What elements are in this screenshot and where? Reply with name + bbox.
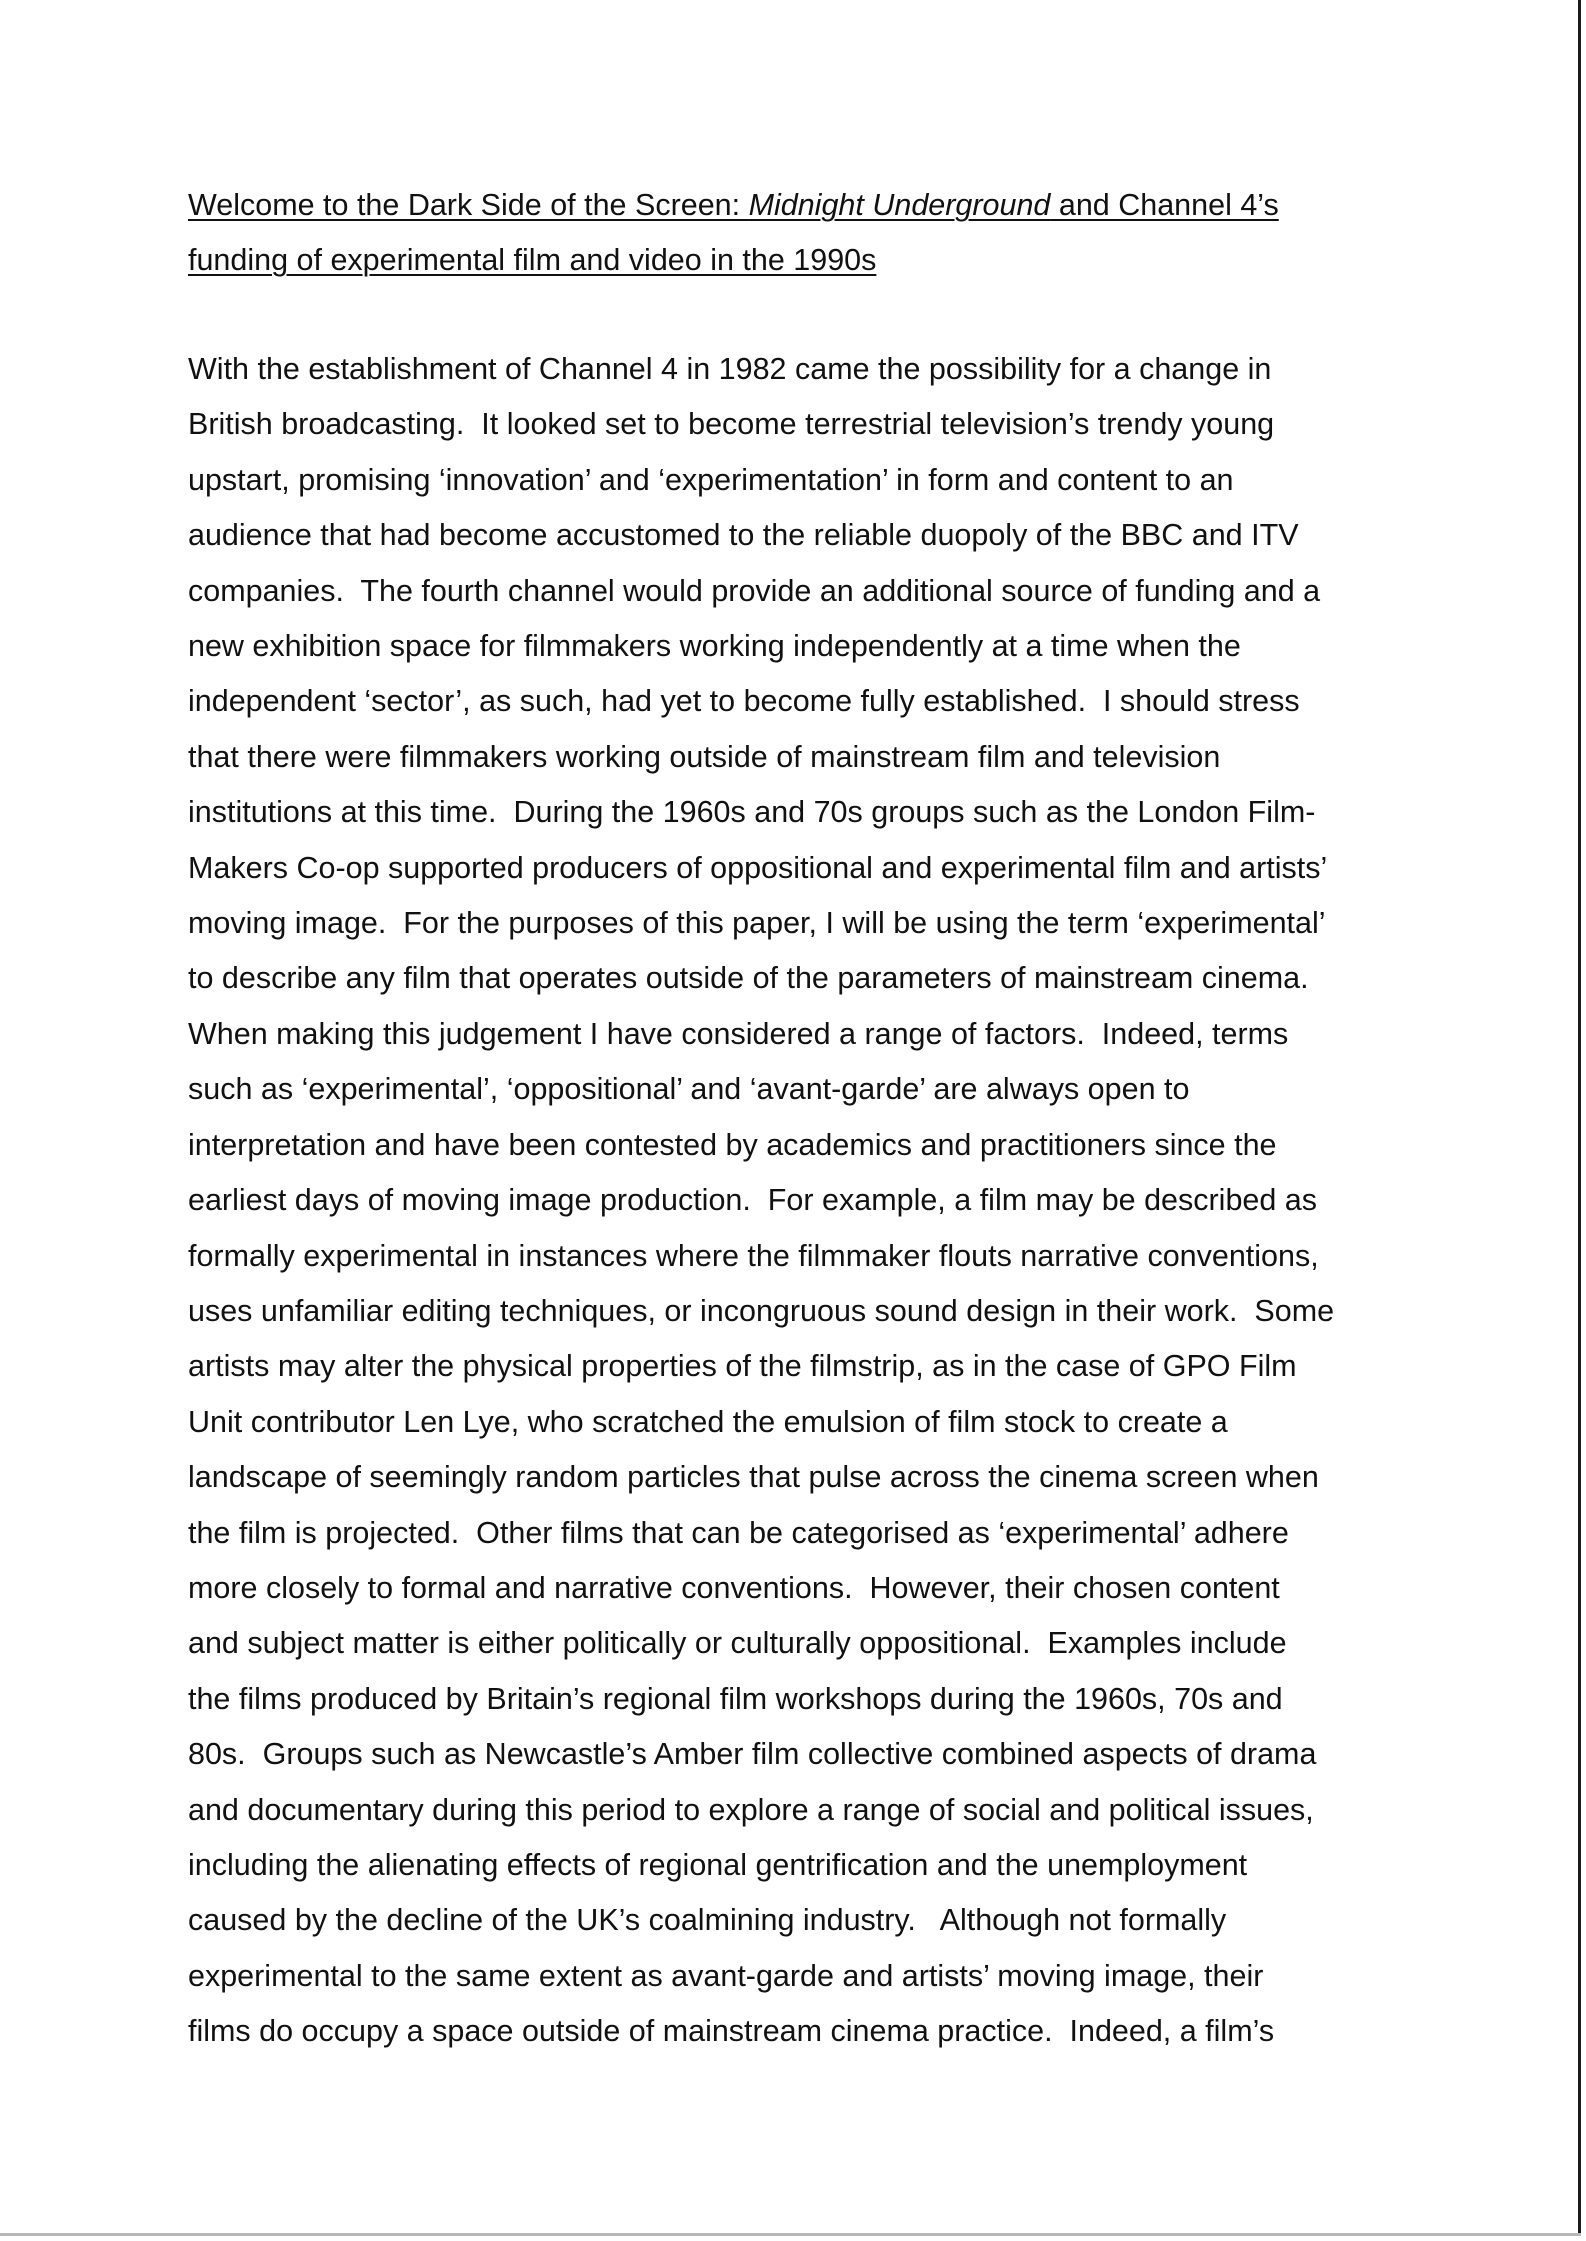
paragraph-line: uses unfamiliar editing techniques, or incongruous sound design in their work. Some xyxy=(188,1293,1335,1328)
paragraph-line: caused by the decline of the UK’s coalmining industry. Although not formally xyxy=(188,1903,1227,1938)
paragraph-line: interpretation and have been contested by academics and practitioners since the xyxy=(188,1127,1277,1162)
paragraph-line: When making this judgement I have considered a range of factors. Indeed, terms xyxy=(188,1016,1289,1051)
paragraph-line: the films produced by Britain’s regional film workshops during the 1960s, 70s and xyxy=(188,1681,1283,1716)
paragraph-line: earliest days of moving image production. For example, a film may be described as xyxy=(188,1183,1318,1218)
page-edge-shadow-right xyxy=(1578,0,1581,2236)
paragraph-line: the film is projected. Other films that can be categorised as ‘experimental’ adhere xyxy=(188,1515,1289,1550)
paragraph-line: Makers Co-op supported producers of oppositional and experimental film and artists’ xyxy=(188,850,1328,885)
body-paragraph xyxy=(188,342,1408,2060)
title-part-1: Welcome to the Dark Side of the Screen: xyxy=(188,188,749,222)
paragraph-line: moving image. For the purposes of this paper, I will be using the term ‘experimental’ xyxy=(188,906,1326,941)
paragraph-line: landscape of seemingly random particles that pulse across the cinema screen when xyxy=(188,1460,1319,1495)
paragraph-line: British broadcasting. It looked set to become terrestrial television’s trendy young xyxy=(188,407,1275,442)
paragraph-line: films do occupy a space outside of mainstream cinema practice. Indeed, a film’s xyxy=(188,2014,1275,2049)
title-italic-part: Midnight Underground xyxy=(748,188,1051,222)
paragraph-line: upstart, promising ‘innovation’ and ‘experimentation’ in form and content to an xyxy=(188,462,1234,497)
paragraph-line: audience that had become accustomed to the reliable duopoly of the BBC and ITV xyxy=(188,518,1299,553)
paragraph-line: more closely to formal and narrative conventions. However, their chosen content xyxy=(188,1570,1280,1605)
paragraph-line: and documentary during this period to explore a range of social and political issues, xyxy=(188,1792,1314,1827)
paragraph-line: With the establishment of Channel 4 in 1982 came the possibility for a change in xyxy=(188,352,1272,386)
title-part-3: and Channel 4’s xyxy=(1050,188,1279,222)
paragraph-line: institutions at this time. During the 1960s and 70s groups such as the London Film- xyxy=(188,795,1316,830)
paragraph-line: formally experimental in instances where the filmmaker flouts narrative conventions, xyxy=(188,1238,1319,1273)
paragraph-line: 80s. Groups such as Newcastle’s Amber film collective combined aspects of drama xyxy=(188,1737,1317,1772)
paragraph-line: to describe any film that operates outside of the parameters of mainstream cinema. xyxy=(188,961,1309,996)
paragraph-line: that there were filmmakers working outside of mainstream film and television xyxy=(188,739,1221,774)
paragraph-line: companies. The fourth channel would provide an additional source of funding and a xyxy=(188,573,1321,608)
title-line-2: funding of experimental film and video in the 1990s xyxy=(188,243,877,277)
paragraph-line: such as ‘experimental’, ‘oppositional’ and ‘avant-garde’ are always open to xyxy=(188,1072,1190,1107)
document-content xyxy=(188,178,1408,2060)
document-title xyxy=(188,178,1408,288)
paragraph-line: new exhibition space for filmmakers working independently at a time when the xyxy=(188,629,1241,664)
paragraph-line: including the alienating effects of regional gentrification and the unemployment xyxy=(188,1847,1248,1882)
paragraph-line: independent ‘sector’, as such, had yet to become fully established. I should stress xyxy=(188,684,1300,719)
paragraph-line: artists may alter the physical properties of the filmstrip, as in the case of GPO Film xyxy=(188,1349,1297,1384)
paragraph-line: Unit contributor Len Lye, who scratched the emulsion of film stock to create a xyxy=(188,1404,1228,1439)
page-edge-shadow-bottom xyxy=(0,2233,1581,2236)
paragraph-line: experimental to the same extent as avant-garde and artists’ moving image, their xyxy=(188,1958,1264,1993)
paragraph-line: and subject matter is either politically or culturally oppositional. Examples include xyxy=(188,1626,1287,1661)
